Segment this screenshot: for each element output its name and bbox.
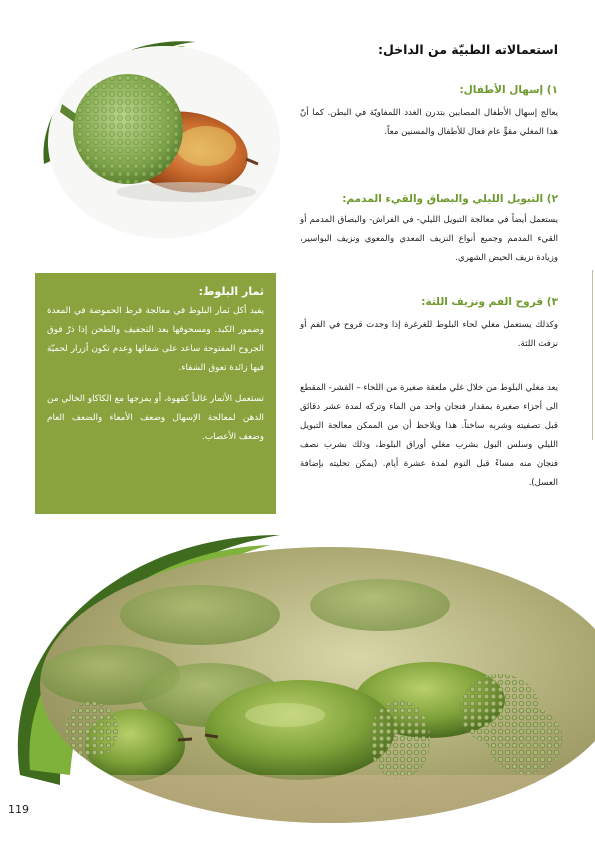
acorns-photo	[0, 525, 595, 825]
section-body-diarrhea: يعالج إسهال الأطفال المصابين بتدرن الغدد اللمفاويّة في البطن. كما أنّ هذا المغلي مقوٍّ عام فعال للأطفال والمسنين معاً.	[300, 108, 558, 137]
fruits-box-paragraph-2: تستعمل الأثمار غالباً كقهوة، أو يمزجها مع الكاكاو الخالي من الدهن لمعالجة الإسهال وضعف الأمعاء والضعف العام وضعف الأعصاب.	[47, 394, 264, 442]
fruits-box-title: ثمار البلوط:	[198, 285, 264, 298]
section-body-bleeding: يستعمل أيضاً في معالجة التبويل الليلي- في الفراش- والبصاق المدمم أو القيء المدمم وجميع أنواع النزيف المعدي والمعوي ونزيف البواسير، وزيادة نزيف الحيض الشهري.	[300, 215, 558, 263]
fruits-box	[35, 273, 276, 514]
section-heading-diarrhea: ١) إسهال الأطفال:	[459, 84, 558, 96]
fruits-box-paragraph-1: يفيد أكل ثمار البلوط في معالجة فرط الحموضة في المعدة وضمور الكبد. ومسحوقها بعد التجفيف والطحن إذا ذرّ فوق الجروح المفتوحة ساعد على شفائها وعدم تكون أزرار لحميّة فيها زائدة تعوق الشفاء.	[47, 306, 264, 373]
page-number: 119	[8, 803, 29, 816]
section-body-mouth-ulcers: وكذلك يستعمل مغلي لحاء البلوط للغرغرة إذا وجدت قروح في الفم أو نزفت اللثة.	[300, 320, 558, 349]
side-divider	[592, 270, 593, 440]
section-body-preparation: يعد مغلي البلوط من خلال غلي ملعقة صغيرة من اللحاء – القشر- المقطع الى أجزاء صغيرة بمقدار فنجان واحد من الماء وتركه لمدة عشر دقائق قبل تصفيته وشربه ساخناً. هذا ويلاحظ أن من الممكن معالجة التبويل الليلي وسلس البول بشرب مغلي أوراق البلوط، وذلك بشرب نصف فنجان منه مساءً قبل النوم لمدة عشرة أيام. (يمكن تحليته بإضافة العسل).	[300, 383, 558, 488]
acorn-photo	[36, 34, 286, 244]
page-title: استعمالاته الطبيّة من الداخل:	[377, 42, 558, 57]
section-heading-bleeding: ٢) التبويل الليلي والبصاق والقيء المدمم:	[342, 193, 558, 205]
section-heading-mouth-ulcers: ٣) قروح الفم ونزيف اللثة:	[421, 296, 558, 308]
